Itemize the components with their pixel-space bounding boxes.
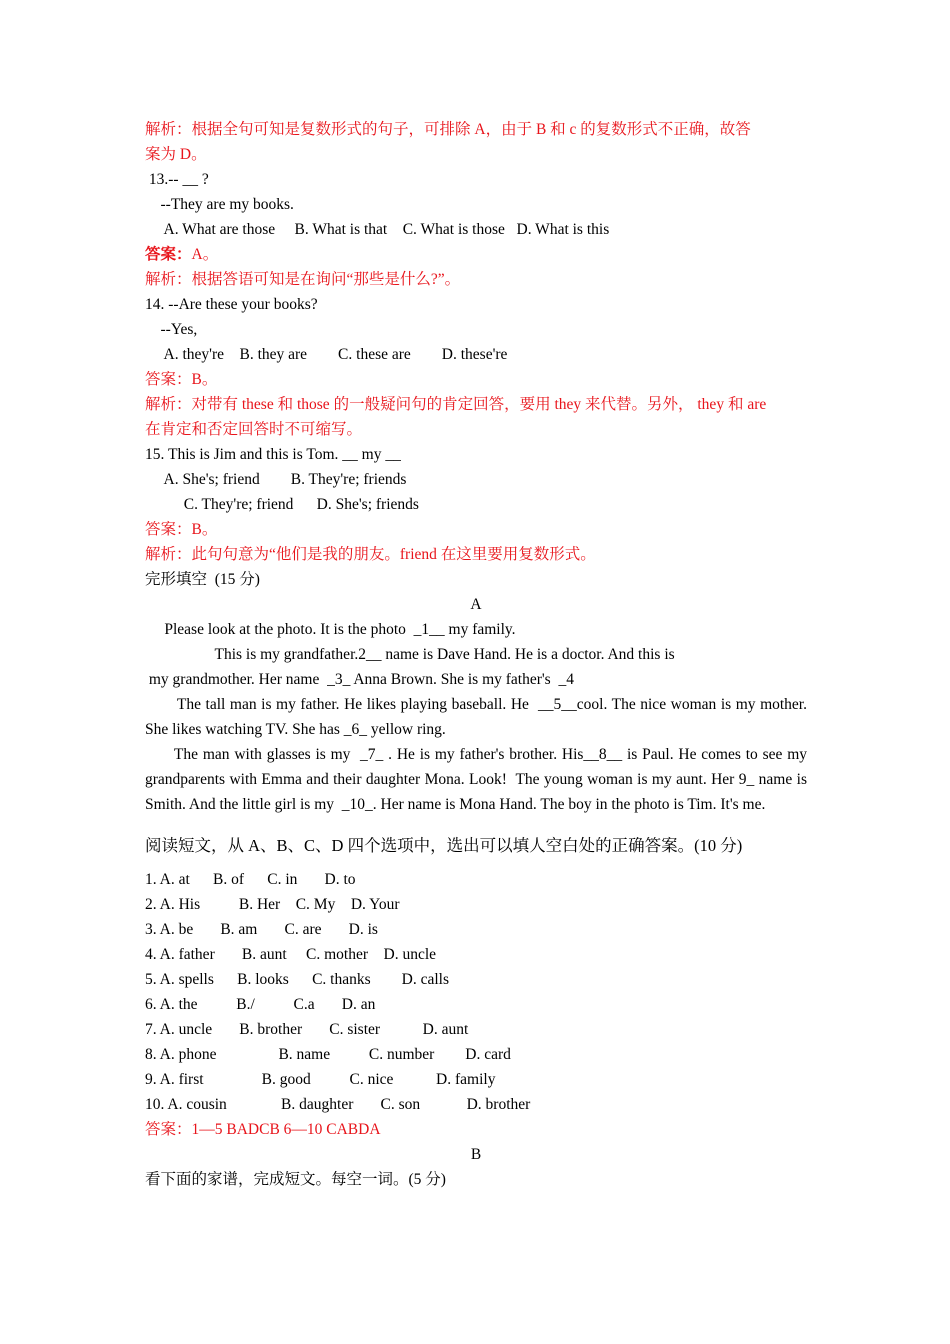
q14-analysis-line2: 在肯定和否定回答时不可缩写。 — [145, 421, 363, 438]
cloze-option-row: 9. A. first B. good C. nice D. family — [145, 1071, 496, 1088]
answer-label: 答案： — [145, 246, 192, 263]
q15-question: 15. This is Jim and this is Tom. __ my __ — [145, 446, 401, 463]
q14-answer: 答案：B。 — [145, 371, 218, 388]
cloze-answer: 答案：1—5 BADCB 6—10 CABDA — [145, 1121, 381, 1138]
cloze-option-row: 5. A. spells B. looks C. thanks D. calls — [145, 971, 449, 988]
cloze-option-row: 4. A. father B. aunt C. mother D. uncle — [145, 946, 437, 963]
q12-analysis-line2: 案为 D。 — [145, 146, 207, 163]
q13-answer — [145, 242, 807, 267]
document-page — [145, 117, 811, 1192]
cloze-paragraph-5: The man with glasses is my _7_ . He is my father's brother. His__8__ is Paul. He comes to see my grandparents with Emma and their daughter Mona. Look! The young woman is my aunt. Her 9_ name is Smith. And the little girl is my _10_. Her name is Mona Hand. The boy in the photo is Tim. It's me. — [145, 746, 811, 813]
cloze-option-row: 8. A. phone B. name C. number D. card — [145, 1046, 511, 1063]
cloze-options-list — [145, 867, 807, 1117]
cloze-heading: 完形填空 (15 分) — [145, 571, 260, 588]
q15-analysis: 解析：此句句意为“他们是我的朋友。friend 在这里要用复数形式。 — [145, 546, 596, 563]
cloze-section-a: A — [470, 596, 482, 613]
cloze-option-row: 6. A. the B./ C.a D. an — [145, 996, 376, 1013]
cloze-paragraph-4: The tall man is my father. He likes playing baseball. He __5__cool. The nice woman is my mother. She likes watching TV. She has _6_ yellow ring. — [145, 696, 811, 738]
cloze-paragraph-3: my grandmother. Her name _3_ Anna Brown. She is my father's _4 — [145, 671, 574, 688]
q14-options: A. they're B. they are C. these are D. these're — [145, 346, 508, 363]
q15-options-row1: A. She's; friend B. They're; friends — [145, 471, 407, 488]
cloze-option-row: 1. A. at B. of C. in D. to — [145, 871, 356, 888]
cloze-option-row: 3. A. be B. am C. are D. is — [145, 921, 378, 938]
section-b-instructions: 看下面的家谱，完成短文。每空一词。(5 分) — [145, 1171, 446, 1188]
q15-options-row2: C. They're; friend D. She's; friends — [145, 496, 419, 513]
cloze-option-row: 2. A. His B. Her C. My D. Your — [145, 896, 400, 913]
q13-response: --They are my books. — [145, 196, 294, 213]
q13-question: 13.-- __ ? — [145, 171, 209, 188]
q13-options: A. What are those B. What is that C. What is those D. What is this — [145, 221, 610, 238]
q14-analysis-line1: 解析：对带有 these 和 those 的一般疑问句的肯定回答，要用 they 来代替。另外， they 和 are — [145, 396, 767, 413]
cloze-instructions: 阅读短文，从 A、B、C、D 四个选项中，选出可以填人空白处的正确答案。(10 分) — [145, 836, 743, 855]
cloze-option-row: 10. A. cousin B. daughter C. son D. brother — [145, 1096, 531, 1113]
q15-answer: 答案：B。 — [145, 521, 218, 538]
cloze-paragraph-2: This is my grandfather.2__ name is Dave Hand. He is a doctor. And this is — [145, 646, 675, 663]
q13-analysis: 解析：根据答语可知是在询问“那些是什么?”。 — [145, 271, 461, 288]
cloze-paragraph-1: Please look at the photo. It is the photo _1__ my family. — [145, 621, 516, 638]
q13-answer-value: A。 — [191, 246, 219, 263]
section-b-label: B — [470, 1146, 482, 1163]
q12-analysis-line1: 解析：根据全句可知是复数形式的句子，可排除 A，由于 B 和 c 的复数形式不正确，故答 — [145, 121, 751, 138]
q14-response: --Yes, — [145, 321, 198, 338]
cloze-option-row: 7. A. uncle B. brother C. sister D. aunt — [145, 1021, 469, 1038]
q14-question: 14. --Are these your books? — [145, 296, 318, 313]
